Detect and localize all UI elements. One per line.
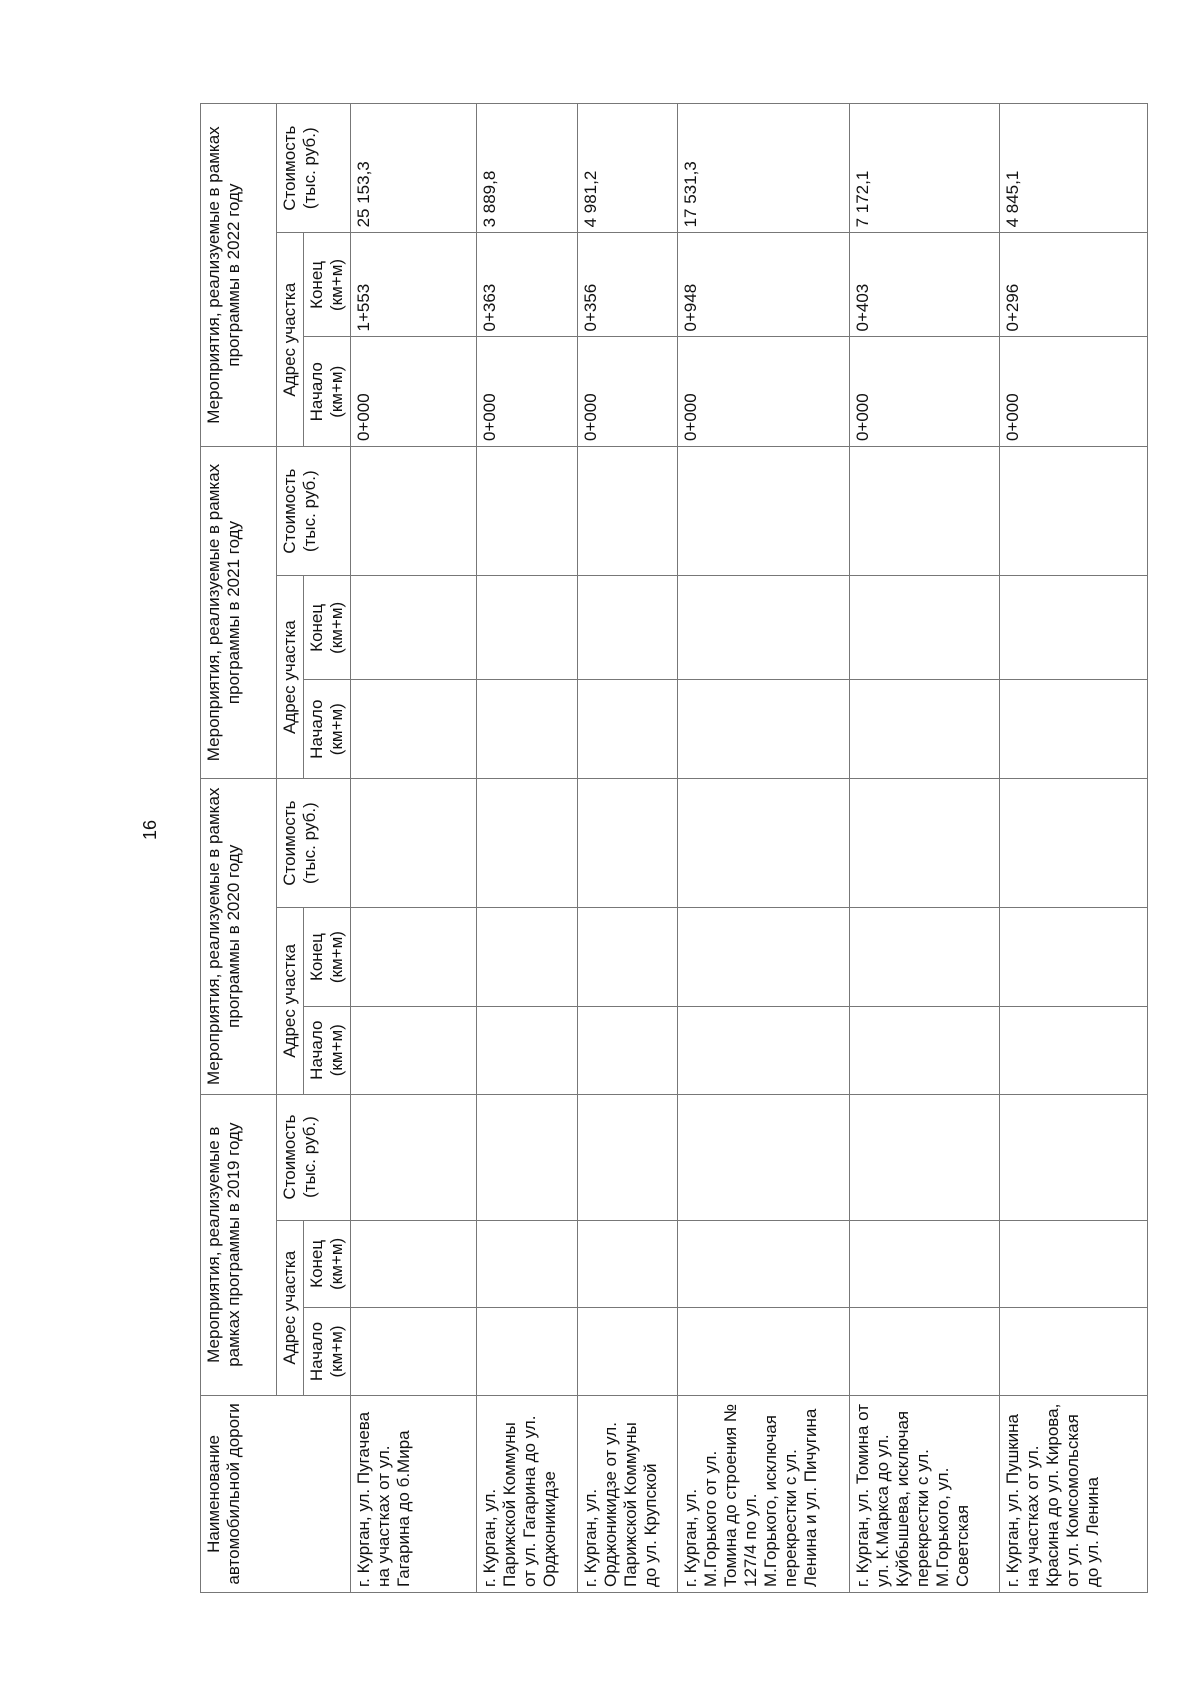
empty-cell	[477, 908, 578, 1007]
end-2022-cell: 0+403	[850, 233, 1000, 337]
header-start-2022: Начало (км+м)	[304, 337, 351, 447]
empty-cell	[351, 1006, 477, 1094]
header-start-2019: Начало (км+м)	[304, 1308, 351, 1396]
table-row	[678, 104, 850, 1593]
empty-cell	[578, 576, 678, 680]
empty-cell	[477, 1094, 578, 1220]
header-end-2020: Конец (км+м)	[304, 908, 351, 1007]
empty-cell	[351, 576, 477, 680]
header-start-2020: Начало (км+м)	[304, 1006, 351, 1094]
road-name-cell: г. Курган, ул. Пугачева на участках от ул. Гагарина до б.Мира	[351, 1395, 477, 1592]
empty-cell	[578, 1308, 678, 1396]
empty-cell	[351, 680, 477, 779]
end-2022-cell: 0+948	[678, 233, 850, 337]
empty-cell	[678, 778, 850, 907]
empty-cell	[1000, 680, 1148, 779]
empty-cell	[1000, 1220, 1148, 1308]
header-group-2019: Мероприятия, реализуемые в рамках программы в 2019 году	[201, 1094, 277, 1395]
header-start-2021: Начало (км+м)	[304, 680, 351, 779]
start-2022-cell: 0+000	[850, 337, 1000, 447]
empty-cell	[1000, 576, 1148, 680]
empty-cell	[351, 447, 477, 576]
start-2022-cell: 0+000	[678, 337, 850, 447]
empty-cell	[578, 447, 678, 576]
empty-cell	[850, 908, 1000, 1007]
header-cost-2022: Стоимость (тыс. руб.)	[277, 104, 351, 233]
empty-cell	[477, 1308, 578, 1396]
empty-cell	[850, 778, 1000, 907]
header-cost-2019: Стоимость (тыс. руб.)	[277, 1094, 351, 1220]
cost-2022-cell: 4 981,2	[578, 104, 678, 233]
table-row	[578, 104, 678, 1593]
empty-cell	[850, 1220, 1000, 1308]
empty-cell	[678, 680, 850, 779]
road-name-cell: г. Курган, ул. Томина от ул. К.Маркса до ул. Куйбышева, исключая перекрестки с ул. М.Горького, ул. Советская	[850, 1395, 1000, 1592]
start-2022-cell: 0+000	[477, 337, 578, 447]
empty-cell	[850, 680, 1000, 779]
end-2022-cell: 1+553	[351, 233, 477, 337]
end-2022-cell: 0+356	[578, 233, 678, 337]
header-address-2022: Адрес участка	[277, 233, 304, 447]
empty-cell	[1000, 1094, 1148, 1220]
empty-cell	[578, 1094, 678, 1220]
header-end-2019: Конец (км+м)	[304, 1220, 351, 1308]
empty-cell	[477, 1006, 578, 1094]
empty-cell	[678, 1308, 850, 1396]
empty-cell	[678, 908, 850, 1007]
empty-cell	[678, 1094, 850, 1220]
empty-cell	[578, 1220, 678, 1308]
empty-cell	[1000, 778, 1148, 907]
cost-2022-cell: 4 845,1	[1000, 104, 1148, 233]
cost-2022-cell: 17 531,3	[678, 104, 850, 233]
table-row	[1000, 104, 1148, 1593]
header-group-2022: Мероприятия, реализуемые в рамках программы в 2022 году	[201, 104, 277, 447]
empty-cell	[1000, 908, 1148, 1007]
empty-cell	[351, 908, 477, 1007]
empty-cell	[850, 576, 1000, 680]
empty-cell	[1000, 1308, 1148, 1396]
header-address-2020: Адрес участка	[277, 908, 304, 1094]
end-2022-cell: 0+296	[1000, 233, 1148, 337]
empty-cell	[1000, 1006, 1148, 1094]
empty-cell	[578, 778, 678, 907]
empty-cell	[578, 908, 678, 1007]
cost-2022-cell: 25 153,3	[351, 104, 477, 233]
table-row	[351, 104, 477, 1593]
empty-cell	[351, 1220, 477, 1308]
empty-cell	[477, 1220, 578, 1308]
page-number: 16	[140, 819, 160, 840]
header-cost-2020: Стоимость (тыс. руб.)	[277, 778, 351, 907]
header-row-groups	[201, 104, 277, 1593]
end-2022-cell: 0+363	[477, 233, 578, 337]
header-row-address	[277, 104, 304, 1593]
empty-cell	[850, 447, 1000, 576]
table-row	[850, 104, 1000, 1593]
empty-cell	[477, 447, 578, 576]
empty-cell	[850, 1006, 1000, 1094]
empty-cell	[678, 1006, 850, 1094]
empty-cell	[477, 680, 578, 779]
header-group-2021: Мероприятия, реализуемые в рамках программы в 2021 году	[201, 447, 277, 779]
road-program-table	[200, 103, 1148, 1593]
empty-cell	[678, 1220, 850, 1308]
start-2022-cell: 0+000	[1000, 337, 1148, 447]
header-group-2020: Мероприятия, реализуемые в рамках программы в 2020 году	[201, 778, 277, 1094]
header-road-name: Наименование автомобильной дороги	[201, 1395, 351, 1592]
cost-2022-cell: 3 889,8	[477, 104, 578, 233]
start-2022-cell: 0+000	[578, 337, 678, 447]
road-name-cell: г. Курган, ул. Пушкина на участках от ул. Красина до ул. Кирова, от ул. Комсомольская до ул. Ленина	[1000, 1395, 1148, 1592]
empty-cell	[477, 778, 578, 907]
empty-cell	[1000, 447, 1148, 576]
header-end-2022: Конец (км+м)	[304, 233, 351, 337]
empty-cell	[678, 576, 850, 680]
start-2022-cell: 0+000	[351, 337, 477, 447]
road-name-cell: г. Курган, ул. Орджоникидзе от ул. Парижской Коммуны до ул. Крупской	[578, 1395, 678, 1592]
header-address-2019: Адрес участка	[277, 1220, 304, 1395]
empty-cell	[477, 576, 578, 680]
empty-cell	[351, 778, 477, 907]
road-name-cell: г. Курган, ул. М.Горького от ул. Томина до строения № 127/4 по ул. М.Горького, исключая перекрестки с ул. Ленина и ул. Пичугина	[678, 1395, 850, 1592]
empty-cell	[351, 1094, 477, 1220]
header-end-2021: Конец (км+м)	[304, 576, 351, 680]
header-cost-2021: Стоимость (тыс. руб.)	[277, 447, 351, 576]
empty-cell	[678, 447, 850, 576]
empty-cell	[850, 1308, 1000, 1396]
road-name-cell: г. Курган, ул. Парижской Коммуны от ул. Гагарина до ул. Орджоникидзе	[477, 1395, 578, 1592]
empty-cell	[578, 680, 678, 779]
empty-cell	[578, 1006, 678, 1094]
empty-cell	[351, 1308, 477, 1396]
table-row	[477, 104, 578, 1593]
empty-cell	[850, 1094, 1000, 1220]
header-address-2021: Адрес участка	[277, 576, 304, 779]
rotated-table-wrapper	[200, 103, 1140, 1593]
cost-2022-cell: 7 172,1	[850, 104, 1000, 233]
